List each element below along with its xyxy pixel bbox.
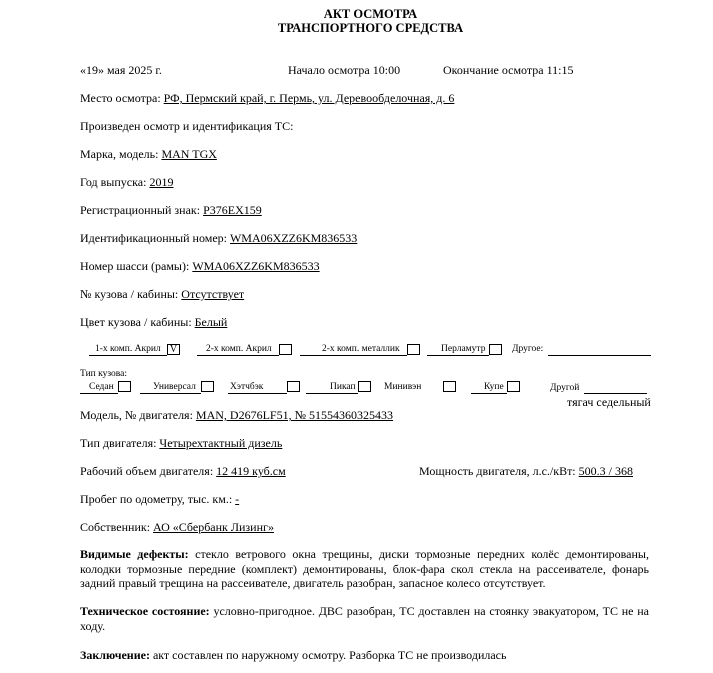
paint-other-field[interactable] — [548, 355, 651, 356]
inspection-note: Произведен осмотр и идентификация ТС: — [80, 119, 294, 133]
body-number-value: Отсутствует — [181, 287, 245, 301]
engine-type-label: Тип двигателя: — [80, 436, 157, 450]
plate-label: Регистрационный знак: — [80, 203, 201, 217]
body-type-other: Другой — [550, 383, 580, 393]
plate-value: Р376ЕХ159 — [203, 203, 262, 217]
body-type-pickup: Пикап — [330, 382, 356, 392]
vin-row — [80, 231, 357, 246]
body-underline-sedan — [80, 393, 118, 394]
place-value: РФ, Пермский край, г. Пермь, ул. Деревообделочная, д. 6 — [163, 91, 455, 105]
owner-row — [80, 520, 274, 535]
make-value: MAN TGX — [161, 147, 217, 161]
act-date: «19» мая 2025 г. — [80, 63, 162, 77]
vin-value: WMA06XZZ6KM836533 — [229, 231, 358, 245]
body-type-universal: Универсал — [153, 382, 196, 392]
displacement-row — [80, 464, 286, 479]
paint-checkbox-2k-acrylic[interactable] — [279, 344, 292, 355]
body-underline-hatchback — [228, 393, 287, 394]
inspection-end: Окончание осмотра 11:15 — [443, 63, 574, 77]
chassis-value: WMA06XZZ6KM836533 — [192, 259, 320, 273]
body-type-hatchback: Хэтчбэк — [230, 382, 264, 392]
power-label: Мощность двигателя, л.с./кВт: — [419, 464, 576, 478]
power-row — [419, 464, 633, 479]
mileage-row — [80, 492, 239, 507]
visible-defects-paragraph — [80, 547, 649, 591]
conclusion-text: акт составлен по наружному осмотру. Разборка ТС не производилась — [152, 648, 507, 662]
plate-row — [80, 203, 262, 218]
body-checkbox-pickup[interactable] — [358, 381, 371, 392]
displacement-value: 12 419 куб.см — [216, 464, 286, 478]
power-value: 500.3 / 368 — [578, 464, 633, 478]
inspection-start: Начало осмотра 10:00 — [288, 63, 401, 77]
conclusion-label: Заключение: — [80, 648, 150, 662]
body-type-label: Тип кузова: — [80, 369, 128, 379]
paint-opt-other: Другое: — [512, 344, 544, 354]
chassis-row — [80, 259, 320, 274]
body-type-minivan: Минивэн — [384, 382, 422, 392]
body-checkbox-sedan[interactable] — [118, 381, 131, 392]
engine-model-row — [80, 408, 393, 423]
paint-checkbox-2k-metallic[interactable] — [407, 344, 420, 355]
paint-underline-1 — [89, 355, 167, 356]
color-row — [80, 315, 227, 330]
mileage-label: Пробег по одометру, тыс. км.: — [80, 492, 233, 506]
engine-type-value: Четырехтактный дизель — [159, 436, 283, 450]
paint-checkbox-1k-acrylic[interactable]: V — [167, 344, 180, 355]
engine-model-label: Модель, № двигателя: — [80, 408, 193, 422]
doc-title-line1: АКТ ОСМОТРА — [323, 7, 418, 21]
body-type-sedan: Седан — [89, 382, 114, 392]
paint-opt-2k-metallic: 2-х комп. металлик — [322, 344, 400, 354]
owner-label: Собственник: — [80, 520, 151, 534]
conclusion-paragraph — [80, 648, 649, 663]
paint-underline-3 — [300, 355, 407, 356]
body-number-row — [80, 287, 244, 302]
place-row — [80, 91, 454, 106]
paint-opt-pearl: Перламутр — [441, 344, 486, 354]
color-value: Белый — [194, 315, 228, 329]
body-number-label: № кузова / кабины: — [80, 287, 179, 301]
paint-underline-4 — [427, 355, 489, 356]
engine-model-value: MAN, D2676LF51, № 51554360325433 — [195, 408, 394, 422]
defects-label: Видимые дефекты: — [80, 547, 189, 561]
owner-value: АО «Сбербанк Лизинг» — [153, 520, 274, 534]
technical-condition-paragraph — [80, 604, 649, 633]
paint-underline-2 — [197, 355, 279, 356]
color-label: Цвет кузова / кабины: — [80, 315, 192, 329]
body-type-other-value: тягач седельный — [567, 395, 651, 409]
body-checkbox-minivan[interactable] — [443, 381, 456, 392]
make-label: Марка, модель: — [80, 147, 159, 161]
body-checkbox-universal[interactable] — [201, 381, 214, 392]
doc-title-line2: ТРАНСПОРТНОГО СРЕДСТВА — [277, 21, 464, 35]
paint-checkbox-pearl[interactable] — [489, 344, 502, 355]
body-checkbox-hatchback[interactable] — [287, 381, 300, 392]
defects-text: стекло ветрового окна трещины, диски тормозные передних колёс демонтированы, колодки тормозные передние (комплект) демонтированы, блок-фара скол стекла на рассеивателе, фонарь задний правый трещина на рассеивателе, двигатель разобран, запасное колесо отсутствует. — [80, 547, 649, 591]
mileage-value: - — [235, 492, 240, 506]
body-underline-pickup — [306, 393, 358, 394]
vin-label: Идентификационный номер: — [80, 231, 227, 245]
place-label: Место осмотра: — [80, 91, 161, 105]
body-type-coupe: Купе — [484, 382, 504, 392]
year-value: 2019 — [149, 175, 174, 189]
make-row — [80, 147, 217, 162]
body-underline-universal — [140, 393, 201, 394]
chassis-label: Номер шасси (рамы): — [80, 259, 190, 273]
condition-label: Техническое состояние: — [80, 604, 210, 618]
displacement-label: Рабочий объем двигателя: — [80, 464, 214, 478]
body-checkbox-coupe[interactable] — [507, 381, 520, 392]
paint-opt-1k-acrylic: 1-х комп. Акрил — [95, 344, 161, 354]
body-other-field[interactable] — [584, 393, 647, 394]
year-row — [80, 175, 173, 190]
engine-type-row — [80, 436, 282, 451]
condition-text: условно-пригодное. ДВС разобран, ТС доставлен на стоянку эвакуатором, ТС не на ходу. — [80, 604, 650, 633]
year-label: Год выпуска: — [80, 175, 147, 189]
paint-opt-2k-acrylic: 2-х комп. Акрил — [206, 344, 272, 354]
body-underline-coupe — [471, 393, 507, 394]
